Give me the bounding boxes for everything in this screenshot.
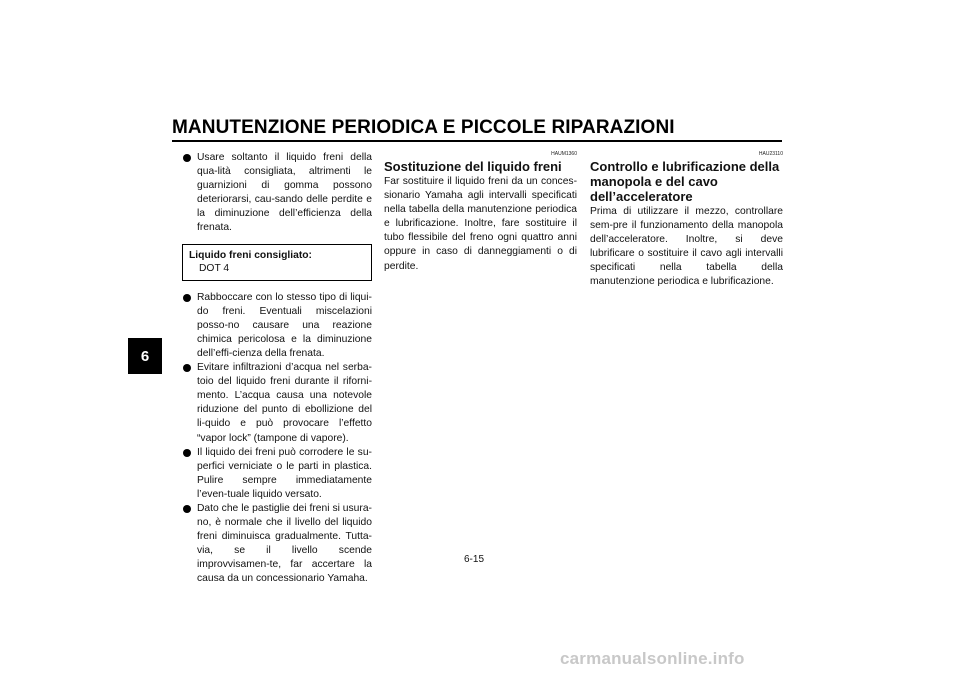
- spec-title: Liquido freni consigliato:: [189, 249, 312, 261]
- bullet-icon: [183, 154, 191, 162]
- section-title: Controllo e lubrificazione della manopola e del cavo dell’acceleratore: [590, 159, 780, 204]
- bullet-item: [182, 361, 372, 446]
- bullet-icon: [183, 294, 191, 302]
- column-left: [182, 151, 372, 587]
- bullet-item: [182, 446, 372, 502]
- section-code: HAUM1360: [551, 151, 577, 157]
- bullet-icon: [183, 449, 191, 457]
- bullet-text: Rabboccare con lo stesso tipo di liqui-do freni. Eventuali miscelazioni posso-no causare una reazione chimica pericolosa e la diminuzione dell’effi-cienza della frenata.: [197, 291, 372, 359]
- bullet-icon: [183, 364, 191, 372]
- section-title: Sostituzione del liquido freni: [384, 159, 562, 174]
- spec-box: [182, 244, 372, 281]
- bullet-item: [182, 291, 372, 361]
- watermark: carmanualsonline.info: [560, 649, 745, 668]
- section-code: HAU23110: [758, 151, 783, 157]
- page-number: 6-15: [464, 554, 485, 565]
- column-right: [590, 151, 783, 290]
- bullet-item: [182, 502, 372, 587]
- spec-value: DOT 4: [199, 262, 230, 274]
- section-body: Prima di utilizzare il mezzo, controllare sem-pre il funzionamento della manopola dell’acceleratore. Inoltre, si deve lubrificare o sostituire il cavo agli intervalli specificati nella tabella della manutenzione periodica e lubrificazione.: [590, 206, 783, 288]
- header-divider: [172, 140, 782, 142]
- bullet-text: Usare soltanto il liquido freni della qua-lità consigliata, altrimenti le guarnizioni di gomma possono deteriorarsi, cau-sando delle perdite e la diminuzione dell’efficienza della frenata.: [197, 152, 372, 234]
- bullet-text: Dato che le pastiglie dei freni si usura-no, è normale che il livello del liquido freni diminuisca gradualmente. Tutta-via, se il livello scende improvvisamen-te, far accertare la causa da un concessionario Yamaha.: [197, 502, 372, 585]
- bullet-item: [182, 151, 372, 236]
- chapter-tab: 6: [128, 338, 162, 374]
- bullet-icon: [183, 505, 191, 513]
- bullet-text: Il liquido dei freni può corrodere le su-perfici verniciate o le parti in plastica. Pulire sempre immediatamente l’even-tuale liquido versato.: [197, 446, 372, 500]
- column-middle: [384, 151, 577, 274]
- bullet-text: Evitare infiltrazioni d’acqua nel serba-toio del liquido freni durante il riforni-mento. L’acqua causa una notevole riduzione del punto di ebollizione del li-quido e può provocare l’effetto “vapor lock” (tampone di vapore).: [197, 362, 372, 444]
- page-header-title: MANUTENZIONE PERIODICA E PICCOLE RIPARAZIONI: [172, 117, 675, 138]
- section-body: Far sostituire il liquido freni da un conces-sionario Yamaha agli intervalli specificati nella tabella della manutenzione periodica e lubrificazione. Inoltre, fare sostituire il tubo flessibile del freno ogni quattro anni oppure in caso di danneggiamenti o di perdite.: [384, 176, 577, 272]
